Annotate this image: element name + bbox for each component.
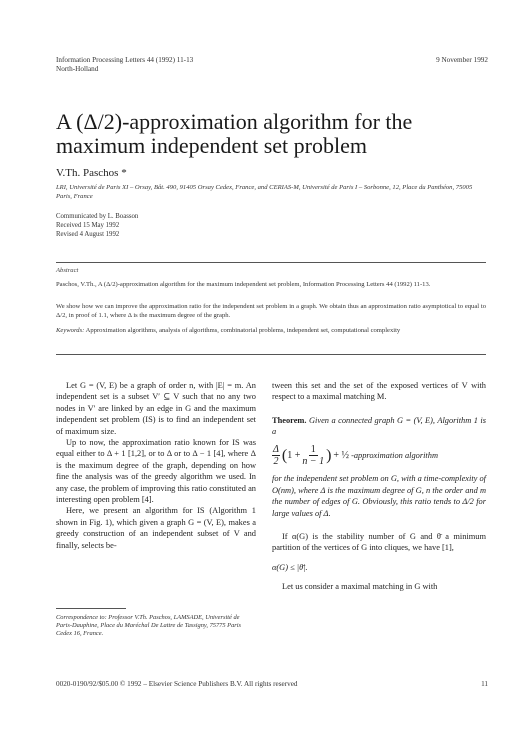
footnote-rule xyxy=(56,608,126,609)
paper-title: A (Δ/2)-approximation algorithm for the maximum independent set problem xyxy=(56,109,413,158)
abstract-citation: Paschos, V.Th., A (Δ/2)-approximation algorithm for the maximum independent set problem, Information Processing Letters 44 (1992) 11-13. xyxy=(56,281,431,288)
theorem-intro: Given a connected graph G = (V, E), Algorithm 1 is a xyxy=(272,415,487,437)
stability-paragraph: If α(G) is the stability number of G and θ̄ a minimum partition of the vertices of G into cliques, we have [1], xyxy=(272,532,486,553)
maximal-matching-paragraph: Let us consider a maximal matching in G with xyxy=(282,582,438,592)
theorem-statement xyxy=(272,415,486,438)
one-over-n-minus-one: $\frac{1}{n - 1}$ xyxy=(302,443,325,468)
journal-header xyxy=(56,56,193,74)
right-column xyxy=(272,380,486,593)
keywords xyxy=(56,327,486,336)
copyright-line: 0020-0190/92/$05.00 © 1992 – Elsevier Science Publishers B.V. All rights reserved xyxy=(56,680,298,688)
prior-work-paragraph: Up to now, the approximation ratio known for IS was equal either to Δ + 1 [1,2], or to Δ or to Δ − 1 [4], where Δ is the maximum degree of the graph, depending on how fine the analysis was of the greedy algorithm we used. In any case, the problem of improving this ratio constituted an interesting open problem [4]. xyxy=(56,438,256,505)
keywords-text: Approximation algorithms, analysis of algorithms, combinatorial problems, independent set, computational complexity xyxy=(85,327,401,334)
publisher: North-Holland xyxy=(56,65,99,73)
received-date: Received 15 May 1992 xyxy=(56,222,120,229)
theorem-formula: Δ 2 ( 1 + $\frac{1}{n - 1}$ ) + ½ -approximation algorithm xyxy=(273,443,438,468)
intro-paragraph: Let G = (V, E) be a graph of order n, with |E| = m. An independent set is a subset V′ ⊆ V such that no any two nodes in V′ are linked by an edge in G and the maximum independent set problem (IS) is to find an independent set of maximum size. xyxy=(56,381,256,436)
stability-inequality: α(G) ≤ |θ̄|. xyxy=(272,562,308,572)
editorial-meta xyxy=(56,212,138,239)
keywords-label: Keywords: xyxy=(56,327,85,334)
revised-date: Revised 4 August 1992 xyxy=(56,231,120,238)
issue-date: 9 November 1992 xyxy=(436,56,488,64)
algorithm-paragraph: Here, we present an algorithm for IS (Algorithm 1 shown in Fig. 1), which given a graph G = (V, E), makes a greedy construction of an independent subset of V and finally, selects be- xyxy=(56,506,256,550)
author-affiliation: LRI, Université de Paris XI – Orsay, Bât. 490, 91405 Orsay Cedex, France, and CERIAS-M, Université de Paris I – Sorbonne, 12, Place du Panthéon, 75005 Paris, France xyxy=(56,184,473,200)
abstract-body: We show how we can improve the approximation ratio for the independent set problem in a graph. We obtain thus an approximation ratio asymptotical to equal to Δ/2, in proof of 1.1, where Δ is the maximum degree of the graph. xyxy=(56,303,486,319)
theorem-body: for the independent set problem on G, with a time-complexity of O(nm), where Δ is the maximum degree of G, n the order and m the number of edges of G. Obviously, this ratio tends to Δ/2 for large values of Δ. xyxy=(272,474,486,518)
abstract-top-rule xyxy=(56,262,486,263)
author-name: V.Th. Paschos * xyxy=(56,167,127,179)
matching-paragraph: tween this set and the set of the exposed vertices of V with respect to a maximal matching M. xyxy=(272,381,486,402)
page-number: 11 xyxy=(481,680,488,688)
formula-tail: -approximation algorithm xyxy=(351,450,438,460)
footnote: Correspondence to: Professor V.Th. Paschos, LAMSADE, Université de Paris-Dauphine, Place du Maréchal De Lattre de Tassigny, 75775 Paris Cedex 16, France. xyxy=(56,614,242,637)
left-column xyxy=(56,380,256,551)
journal-name: Information Processing Letters 44 (1992) 11-13 xyxy=(56,56,194,64)
abstract-heading: Abstract xyxy=(56,267,79,274)
delta-over-two: Δ 2 xyxy=(273,443,279,468)
communicated-by: Communicated by L. Boasson xyxy=(56,213,139,220)
abstract-bottom-rule xyxy=(56,354,486,355)
theorem-label: Theorem. xyxy=(272,415,307,425)
